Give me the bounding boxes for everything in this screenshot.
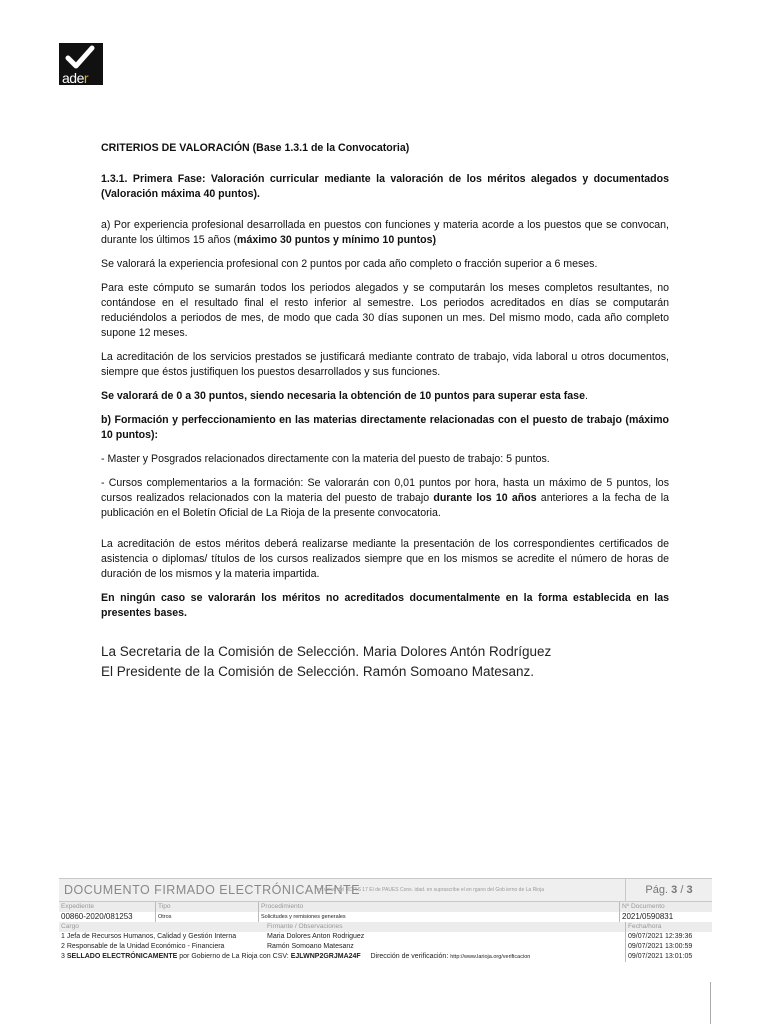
fecha-cell: 09/07/2021 12:39:36 — [626, 932, 713, 942]
checkmark-icon — [65, 45, 95, 71]
signers-table — [59, 922, 712, 962]
table-row — [59, 912, 712, 922]
footer-legal-note: en virtud del RDPIS 17 El de PAUES Cons. idad. en suprascribe el en rgano del Gob ierno de La Rioja — [317, 887, 544, 893]
procedimiento-value: Solicitudes y remisiones generales — [259, 912, 620, 922]
signature-footer — [59, 878, 712, 962]
paragraph-computo: Para este cómputo se sumarán todos los periodos alegados y se computarán los meses completos resultantes, no contándose en el resultado final el resto inferior al semestre. Los periodos acreditados en días se computarán reduciéndolos a periodos de mes, de modo que cada 30 días suponen un mes. Del mismo modo, cada año completo supone 12 meses. — [101, 282, 669, 339]
paragraph-master: - Master y Posgrados relacionados directamente con la materia del puesto de trabajo: 5 puntos. — [101, 453, 550, 465]
table-header-row — [59, 902, 712, 912]
criterion-b: b) Formación y perfeccionamiento en las materias directamente relacionadas con el puesto de trabajo (máximo 10 puntos): — [101, 414, 669, 441]
page-indicator: Pág. 3 / 3 — [625, 879, 712, 901]
header-tipo: Tipo — [156, 902, 259, 912]
header-expediente: Expediente — [59, 902, 156, 912]
paragraph-acreditacion-meritos: La acreditación de estos méritos deberá realizarse mediante la presentación de los correspondientes certificados de asistencia o diplomas/ títulos de los cursos realizados siempre que en los mismos se acredite el número de horas de duración de los mismos y la materia impartida. — [101, 538, 669, 580]
paragraph-acreditacion: La acreditación de los servicios prestados se justificará mediante contrato de trabajo, vida laboral u otros documentos, siempre que éstos justifiquen los puestos desarrollados y sus funciones. — [101, 351, 669, 378]
sello-cell: 3 SELLADO ELECTRÓNICAMENTE por Gobierno de La Rioja con CSV: EJLWNP2GRJMA24F Dirección de verificación: http://www.larioja.org/verificacion — [61, 953, 531, 960]
logo-text: ader — [62, 70, 89, 86]
table-header-row — [59, 922, 712, 932]
footer-title-bar — [59, 878, 712, 902]
signer-presidente: El Presidente de la Comisión de Selección. Ramón Somoano Matesanz. — [101, 664, 534, 679]
cargo-cell: 2 Responsable de la Unidad Económico - Financiera — [61, 943, 225, 950]
table-row — [59, 942, 712, 952]
ader-logo — [59, 43, 103, 85]
header-ndoc: Nº Documento — [620, 902, 713, 912]
criterion-a: a) Por experiencia profesional desarrollada en puestos con funciones y materia acorde a los puestos que se convocan, durante los últimos 15 años (máximo 30 puntos y mínimo 10 puntos) — [101, 219, 669, 246]
section-title: 1.3.1. Primera Fase: Valoración curricular mediante la valoración de los méritos alegados y documentados (Valoración máxima 40 puntos). — [101, 173, 669, 200]
firmante-cell: Maria Dolores Anton Rodriguez — [267, 933, 365, 940]
paragraph-ningun-caso: En ningún caso se valorarán los méritos no acreditados documentalmente en la forma establecida en las presentes bases. — [101, 592, 669, 619]
cargo-cell: 1 Jefa de Recursos Humanos, Calidad y Gestión Interna — [61, 933, 237, 940]
paragraph-valorara: Se valorará de 0 a 30 puntos, siendo necesaria la obtención de 10 puntos para superar esta fase. — [101, 390, 588, 402]
header-cargo: Cargo — [59, 922, 265, 932]
ndoc-value: 2021/0590831 — [620, 912, 713, 922]
footer-title: DOCUMENTO FIRMADO ELECTRÓNICAMENTE — [64, 883, 360, 897]
margin-line — [710, 982, 711, 1024]
signature-table — [59, 902, 712, 922]
firmante-cell: Ramón Somoano Matesanz — [267, 943, 354, 950]
fecha-cell: 09/07/2021 13:00:59 — [626, 942, 713, 952]
fecha-cell: 09/07/2021 13:01:05 — [626, 952, 713, 962]
table-row — [59, 952, 712, 962]
paragraph-experience: Se valorará la experiencia profesional con 2 puntos por cada año completo o fracción superior a 6 meses. — [101, 258, 598, 270]
tipo-value: Otros — [156, 912, 259, 922]
verification-link[interactable]: http://www.larioja.org/verificacion — [450, 954, 531, 960]
header-firmante: Firmante / Observaciones — [265, 922, 626, 932]
header-fecha: Fecha/hora — [626, 922, 713, 932]
header-procedimiento: Procedimiento — [259, 902, 620, 912]
paragraph-cursos: - Cursos complementarios a la formación: Se valorarán con 0,01 puntos por hora, hasta un máximo de 5 puntos, los cursos realizados relacionados con la materia del puesto de trabajo durante los 10 años anteriores a la fecha de la publicación en el Boletín Oficial de La Rioja de la presente convocatoria. — [101, 477, 669, 519]
expediente-value: 00860-2020/081253 — [61, 912, 133, 921]
signers-block — [101, 642, 551, 682]
signer-secretaria: La Secretaria de la Comisión de Selección. Maria Dolores Antón Rodríguez — [101, 644, 552, 659]
table-row — [59, 932, 712, 942]
criteria-heading: CRITERIOS DE VALORACIÓN (Base 1.3.1 de la Convocatoria) — [101, 142, 410, 154]
document-body — [101, 141, 669, 630]
